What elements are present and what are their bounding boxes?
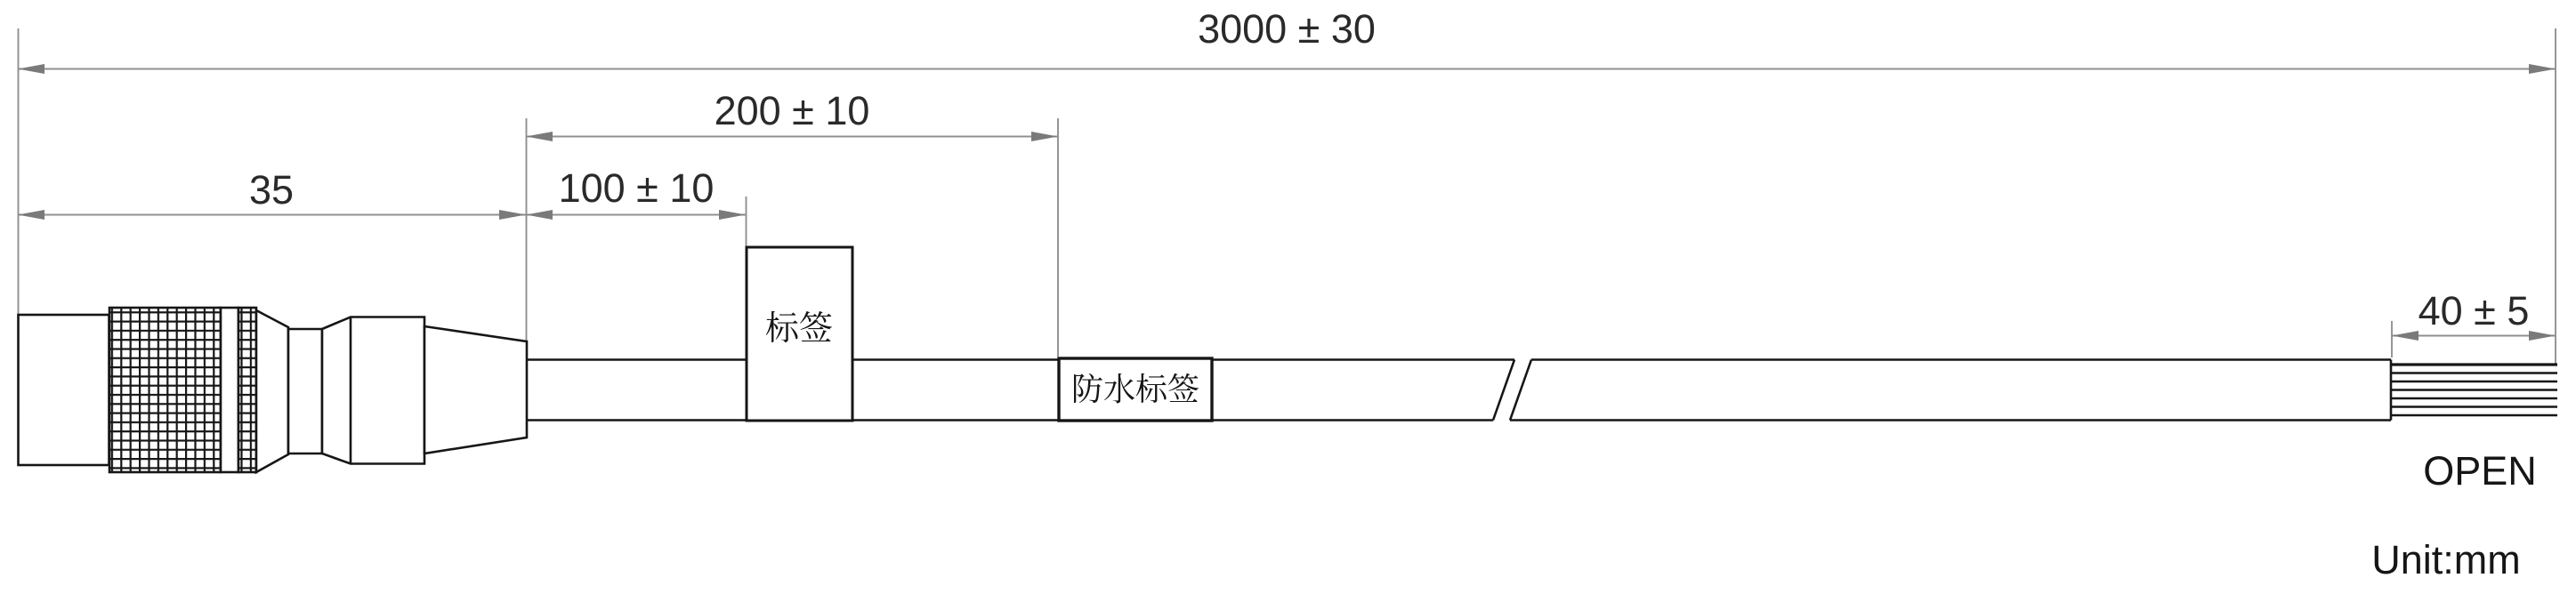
dim-text-overall: 3000 ± 30 xyxy=(1198,6,1376,52)
dimension-lines-layer xyxy=(18,28,2556,364)
cable-segment-2 xyxy=(1510,360,2391,421)
unit-note: Unit:mm xyxy=(2371,537,2521,582)
arrow-40-right-icon xyxy=(2529,331,2556,341)
dim-text-40: 40 ± 5 xyxy=(2418,288,2530,333)
dim-text-200: 200 ± 10 xyxy=(714,88,870,133)
label-box-text: 标签 xyxy=(764,310,834,348)
cable-segment-1 xyxy=(527,360,1514,421)
dim-text-100: 100 ± 10 xyxy=(558,165,715,211)
connector-knurl-small xyxy=(238,308,256,472)
arrow-35-left-icon xyxy=(18,210,44,220)
arrow-100-right-icon xyxy=(719,210,746,220)
connector-neck xyxy=(288,329,322,454)
connector-group xyxy=(19,308,528,472)
arrow-200-right-icon xyxy=(1031,132,1058,141)
waterproof-label-text: 防水标签 xyxy=(1070,371,1200,407)
arrow-overall-right-icon xyxy=(2529,64,2556,74)
open-end-label: OPEN xyxy=(2423,448,2537,494)
connector-knurl-groove xyxy=(221,308,238,472)
notes-layer xyxy=(2371,448,2537,582)
connector-knurl-large xyxy=(109,308,221,472)
arrow-200-left-icon xyxy=(526,132,553,141)
connector-rear-body xyxy=(322,317,424,464)
arrow-40-left-icon xyxy=(2392,331,2419,341)
arrow-35-right-icon xyxy=(499,210,526,220)
connector-strain-relief xyxy=(424,326,527,454)
connector-front-cap xyxy=(19,315,109,465)
dimension-texts-layer xyxy=(249,6,2529,333)
dim-text-35: 35 xyxy=(248,167,295,213)
connector-taper-front xyxy=(256,310,288,472)
arrow-100-left-icon xyxy=(526,210,553,220)
dimension-arrows-layer xyxy=(18,64,2556,341)
label-boxes-layer xyxy=(747,247,1212,421)
arrow-overall-left-icon xyxy=(18,64,44,74)
open-end-wires xyxy=(2391,365,2557,415)
